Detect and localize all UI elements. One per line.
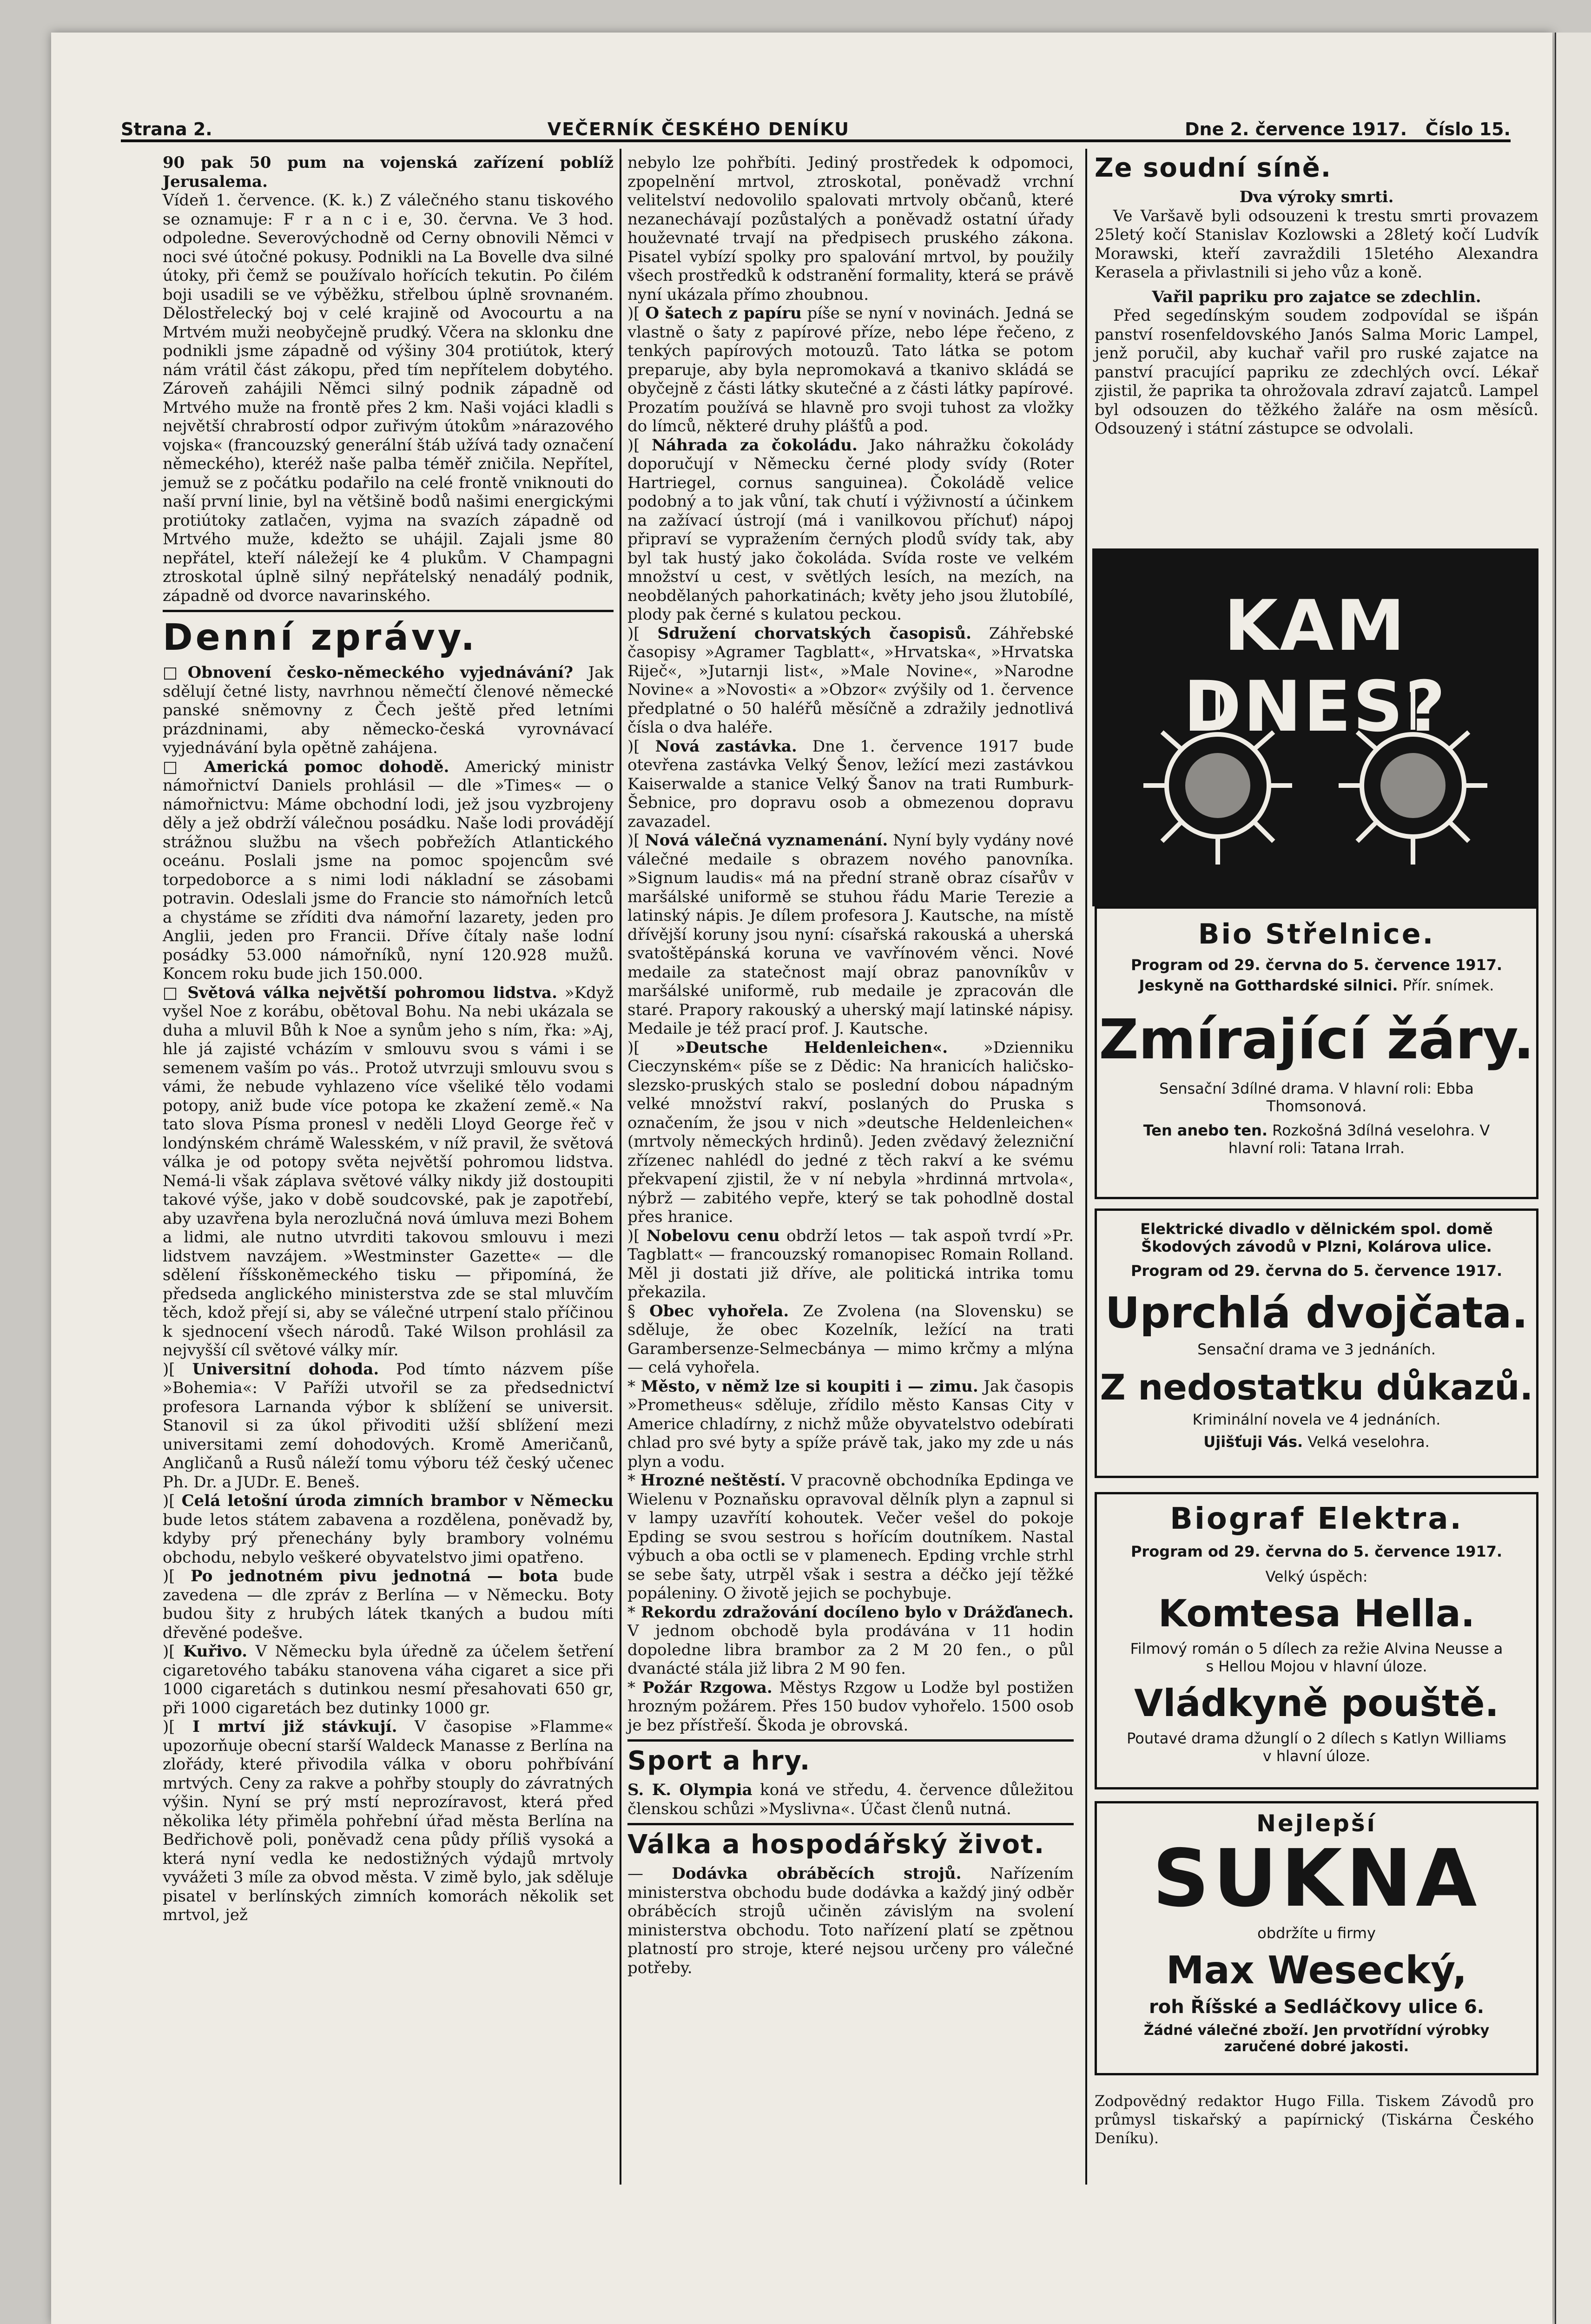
article-text: Ze Zvolena (na Slovensku) se sděluje, že obec Kozelník, ležící na trati Garambersenze-Selmecbánya — mimo krčmy a mlýna — celá vyhořela. — [627, 1301, 1074, 1377]
kam-dnes-title: KAM DNES? — [1183, 586, 1447, 747]
article-nobelovu: )[ Nobelovu cenu obdrží letos — tak aspoň tvrdí »Pr. Tagblatt« — francouzský romanopisec Romain Rolland. Měl ji dostati již dříve, ale politická intrika tomu překazila. — [627, 1226, 1074, 1301]
article-heading: Vařil papriku pro zajatce se zdechlin. — [1152, 287, 1481, 306]
article-text: koná ve středu, 4. července důležitou členskou schůzi »Myslivna«. Účast členů nutná. — [627, 1781, 1074, 1818]
article-continued: nebylo lze pohřbíti. Jediný prostředek k odpomoci, zpopelnění mrtvol, ztroskotal, poněvadž vrchní velitelství nedovolilo spalovati mrtvoly občanů, které nezanechávají pozůstalých a poněvadž ostatní úřady houževnaté trvají na předpisech pruského zákona. Pisatel vybízí spolky pro spalování mrtvol, by použily všech prostředků k odstranění formality, která se právě nyní ukázala přímo zhoubnou. — [627, 153, 1074, 304]
ad-text: Rozkošná 3dílná veselohra. V hlavní roli: Tatana Irrah. — [1228, 1122, 1490, 1157]
article-sdruzeni: )[ Sdružení chorvatských časopisů. Záhřebské časopisy »Agramer Tagblatt«, »Hrvatska«, »Hrvatska Riječ«, »Jutarnji list«, »Male Novine«, »Narodne Novine« a »Novosti« a »Obzor« zvýšily od 1. července předplatné o 50 haléřů měsíčně a zdražily jednotlivá čísla o dva haléře. — [627, 624, 1074, 737]
article-heading: I mrtví již stávkují. — [192, 1717, 397, 1736]
article-heading: Nová zastávka. — [655, 737, 797, 756]
ad-address: roh Říšské a Sedláčkovy ulice 6. — [1149, 1996, 1484, 2018]
article-kurivo: )[ Kuřivo. V Německu byla úředně za účelem šetření cigaretového tabáku stanovena váha cigaret a sice při 1000 cigaretách s dutinkou nesmí přesahovati 650 gr, při 1000 cigaretách bez dutinky 1000 gr. — [163, 1642, 614, 1717]
war-report-intro: 90 pak 50 pum na vojenská zařízení poblíž Jerusalema. — [163, 153, 614, 191]
article-heading: Dva výroky smrti. — [1239, 188, 1394, 206]
column-3 — [1095, 153, 1538, 438]
article-text: Pod tímto názvem píše »Bohemia«: V Paříži utvořil se za předsednictví profesora Larnanda výbor k sblížení se universit. Stanovil si za úkol přivoditi užší sblížení mezi universitami zemí dohodových. Kromě Američanů, Angličanů a Rusů náleží tomu výboru též český učenec Ph. Dr. a JUDr. E. Beneš. — [163, 1360, 614, 1492]
article-americka: □ Americká pomoc dohodě. Americký ministr námořnictví Daniels prohlásil — dle »Times« — o námořnictvu: Máme obchodní lodi, jež jsou vyzbrojeny děly a jež obdrží válečnou posádku. Naše lodi provádějí strážnou službu na všech pobřežích Atlantického oceánu. Poslali jsme na pomoc spojencům své torpedoborce a s nimi lodi nákladní se zásobami potravin. Odeslali jsme do Francie sto námořních letců a chystáme se zříditi dva námořní lazarety, jeden pro Anglii, jeden pro Francii. Dříve čítaly naše lodní posádky 53.000 námořníků, nyní 120.928 mužů. Koncem roku bude jich 150.000. — [163, 757, 614, 983]
article-heading: Požár Rzgowa. — [642, 1678, 772, 1697]
article-universitni: )[ Universitní dohoda. Pod tímto názvem píše »Bohemia«: V Paříži utvořil se za předsednictví profesora Larnanda výbor k sblížení se universit. Stanovil si za úkol přivoditi užší sblížení mezi universitami zemí dohodových. Kromě Američanů, Angličanů a Rusů náleží tomu výboru též český učenec Ph. Dr. a JUDr. E. Beneš. — [163, 1360, 614, 1492]
article-obec: § Obec vyhořela. Ze Zvolena (na Slovensku) se sděluje, že obec Kozelník, ležící na trati Garambersenze-Selmecbánya — mimo krčmy a mlýna — celá vyhořela. — [627, 1301, 1074, 1377]
ad-film-title: Z nedostatku důkazů. — [1100, 1367, 1533, 1408]
article-dva-vyroky: Ve Varšavě byli odsouzeni k trestu smrti provazem 25letý kočí Stanislav Kozlowski a 28letý kočí Ludvík Morawski, kteří zavraždili 15letého Alexandra Kerasela a přivlastnili si jeho vůz a koně. — [1095, 206, 1538, 282]
article-heading: Město, v němž lze si koupiti i — zimu. — [640, 1377, 978, 1396]
court-heading: Ze soudní síně. — [1095, 153, 1332, 183]
article-cela: )[ Celá letošní úroda zimních brambor v Německu bude letos státem zabavena a rozdělena, poněvadž by, kdyby prý přenechány byly brambory volnému obchodu, nebylo veškeré obyvatelstvo jimi opatřeno. — [163, 1492, 614, 1567]
article-heading: Rekordu zdražování docíleno bylo v Drážďanech. — [640, 1603, 1074, 1622]
article-heading: Celá letošní úroda zimních brambor v Německu — [181, 1492, 614, 1510]
article-po: )[ Po jednotném pivu jednotná — bota bude zavedena — dle zpráv z Berlína — v Německu. Boty budou šity z hrubých látek tkaných a budou míti dřevěné podešve. — [163, 1567, 614, 1642]
article-text: Městys Rzgow u Lodže byl postižen hrozným požárem. Přes 150 budov vyhořelo. 1500 osob je bez přístřeší. Škoda je obrovská. — [627, 1678, 1074, 1735]
ad-film-title: Uprchlá dvojčata. — [1105, 1288, 1528, 1338]
article-text: bude zavedena — dle zpráv z Berlína — v Německu. Boty budou šity z hrubých látek tkaných a budou míti dřevěné podešve. — [163, 1567, 614, 1642]
article-heading: Dodávka obráběcích strojů. — [672, 1864, 962, 1883]
ad-program: Program od 29. června do 5. července 1917. — [1130, 956, 1503, 974]
newspaper-title: VEČERNÍK ČESKÉHO DENÍKU — [547, 119, 850, 139]
article-heading: Americká pomoc dohodě. — [204, 757, 449, 776]
column-rule-2 — [1085, 149, 1087, 2185]
article-text: Americký ministr námořnictví Daniels prohlásil — dle »Times« — o námořnictvu: Máme obchodní lodi, jež jsou vyzbrojeny děly a jež obdrží válečnou posádku. Naše lodi provádějí strážnou službu na všech pobřežích Atlantického oceánu. Poslali jsme na pomoc spojencům své torpedoborce a s nimi lodi nákladní se zásobami potravin. Odeslali jsme do Francie sto námořních letců a chystáme se zříditi dva námořní lazarety, jeden pro Anglii, jeden pro Francii. Dříve čítaly naše lodní posádky 53.000 námořníků, nyní 120.928 mužů. Koncem roku bude jich 150.000. — [163, 757, 614, 983]
sport-heading: Sport a hry. — [627, 1746, 811, 1776]
ad-line: Velký úspěch: — [1265, 1568, 1368, 1585]
article-text: Jak sdělují četné listy, navrhnou němečtí členové německé panské sněmovny z Čech ještě před letními prázdninami, aby německo-česká vyrovnávací vyjednávání byla opětně zahájena. — [163, 663, 614, 757]
ad-name: Elektrické divadlo v dělnickém spol. domě Škodových závodů v Plzni, Kolárova ulice. — [1140, 1220, 1493, 1255]
article-heading: Obnovení česko-německého vyjednávání? — [187, 663, 574, 682]
article-deutsche: )[ »Deutsche Heldenleichen«. »Dzienniku Cieczynském« píše se z Dědic: Na hranicích haličsko-slezsko-pruských stalo se poslední dobou nápadným velké množství rakví, poslaných do Pruska s označením, že jsou v nich »deutsche Heldenleichen« (mrtvoly německých hrdinů). Jeden zvědavý železniční zřízenec nahlédl do jedné z těch rakví a ke svému překvapení zjistil, že v ní nebyla »hrdinná mrtvola«, nýbrž — zabitého vepře, který se tak pohodlně dostal přes hranice. — [627, 1038, 1074, 1226]
war-report-vienna: Vídeň 1. července. (K. k.) Z válečného stanu tiskového se oznamuje: F r a n c i e, 30. června. Ve 3 hod. odpoledne. Severovýchodně od Cerny obnovili Němci v noci své útočné pokusy. Podnikli na La Bovelle dva silné útoky, při čemž se používalo hořících tekutin. Po čilém boji usadili se ve výběžku, střelbou úplně srovnaném. Dělostřelecký boj v celé krajině od Avocourtu a na Mrtvém muži neobyčejně prudký. Včera na sklonku dne podnikli jsme západně od výšiny 304 protiútok, který nám vrátil část zákopu, před tím nepřítelem dobytého. Zároveň zahájili Němci silný podnik západně od Mrtvého muže na frontě přes 2 km. Naši vojáci kladli s největší chrabrostí odpor zuřivým útokům »nárazového vojska« (francouzský generální štáb užívá tady označení německého), kteréž naše palba téměř zničila. Nepřítel, jemuž se z počátku podařilo na celé frontě vniknouti do naší první linie, byl na většině bodů našimi energickými protiútoky zatlačen, vyjma na svazích západně od Mrtvého muže, kdežto se uhájil. Zajali jsme 80 nepřátel, kteří náležejí ke 4 plukům. V Champagni ztroskotal úplně silný nepřátelský nenadálý podnik, západně od dvorce navarinského. — [163, 191, 614, 605]
column-2 — [627, 153, 1074, 1977]
ad-name: Bio Střelnice. — [1198, 918, 1435, 951]
article-heading: Nobelovu cenu — [647, 1226, 780, 1245]
article-mrtvi: )[ I mrtví již stávkují. V časopise »Flamme« upozorňuje obecní starší Waldeck Manasse z Berlína na zlořády, které přivodila válka v oboru pohřbívání mrtvých. Ceny za rakve a pohřby stouply do závratných výšin. Nyní se prý mstí neprozíravost, která před několika léty přiměla pohřební úřad města Berlína na Bedřichově poli, poněvadž cena půdy příliš vysoká a která nyní vedla ke nedostižných výdajů mrtvoly vyvážeti 3 míle za obvod města. V zimě bylo, jak sděluje pisatel v berlínských zimních komorách několik set mrtvol, jež — [163, 1717, 614, 1924]
ad-description: Sensační drama ve 3 jednáních. — [1197, 1340, 1436, 1358]
ad-line: obdržíte u firmy — [1257, 1924, 1376, 1942]
article-text: Nyní byly vydány nové válečné medaile s obrazem nového panovníka. »Signum laudis« má na přední straně obraz císařův v maršálské uniformě se stuhou řádu Marie Terezie a latinský nápis. Je dílem profesora J. Kautsche, na místě dřívější koruny jsou nyní: císařská rakouská a uherská svatoštěpánská koruna ve vavřínovém věnci. Nové medaile za statečnost mají obraz panovníkův v maršálské uniformě, rub medaile je zpracován dle staré. Prapory rakouský a uherský mají latinské nápisy. Medaile je též prací prof. J. Kautsche. — [627, 831, 1074, 1038]
article-text: Záhřebské časopisy »Agramer Tagblatt«, »Hrvatska«, »Hrvatska Riječ«, »Jutarnji list«, »Male Novine«, »Narodne Novine« a »Novosti« a »Obzor« zvýšily od 1. července předplatné o 50 haléřů měsíčně a zdražily jednotlivá čísla o dva haléře. — [627, 624, 1074, 737]
ad-biograf-elektra — [1095, 1492, 1538, 1789]
article-hrozne: * Hrozné neštěstí. V pracovně obchodníka Epdinga ve Wielenu v Poznaňsku opravoval dělník plyn a zapnul si v lampy uzavřítí kohoutek. Večer vešel do pokoje Epding se svou sestrou s hořícím doutníkem. Nastal výbuch a oba octli se v plamenech. Epding vrchle strhl se sebe šaty, utrpěl však i sestra a déčko její těžké popáleniny. O životě jejich se pochybuje. — [627, 1471, 1074, 1603]
kam-dnes-banner — [1092, 548, 1538, 906]
article-rekordu: * Rekordu zdražování docíleno bylo v Drážďanech. V jednom obchodě byla prodávána v 11 hodin dopoledne libra brambor za 2 M 20 fen., o půl dvanácté stála již libra 2 M 90 fen. — [627, 1603, 1074, 1678]
lamp-illustration — [1092, 688, 1538, 902]
ad-top: Nejlepší — [1256, 1810, 1377, 1837]
ad-sukna — [1095, 1801, 1538, 2075]
ad-line — [1097, 1433, 1536, 1451]
ad-elektricke-divadlo — [1095, 1208, 1538, 1478]
article-heading: Obec vyhořela. — [649, 1301, 789, 1320]
article-satech: )[ O šatech z papíru píše se nyní v novinách. Jedná se vlastně o šaty z papírové příze, nebo lépe řečeno, z tenkých papírových motouzů. Tato látka se potom preparuje, aby byla nepromokavá a tkanivo skládá se obyčejně z části látky skutečné a z části látky papírové. Prozatím používá se hlavně pro svoji tuhost za vložky do límců, některé druhy plášťů a pod. — [627, 304, 1074, 436]
article-dodavka: — Dodávka obráběcích strojů. Nařízením ministerstva obchodu bude dodávka a každý jiný odběr obráběcích strojů učiněn závislým na svolení ministerstva obchodu. Toto nařízení platí se zpětnou platností pro stroje, které nejsou určeny pro válečné potřeby. — [627, 1864, 1074, 1977]
ad-description: Kriminální novela ve 4 jednáních. — [1192, 1411, 1441, 1428]
column-1 — [163, 153, 614, 1925]
article-text: obdrží letos — tak aspoň tvrdí »Pr. Tagblatt« — francouzský romanopisec Romain Rolland. Měl ji dostati již dříve, ale politická intrika tomu překazila. — [627, 1226, 1074, 1301]
ad-description: Filmový román o 5 dílech za režie Alvina Neusse a s Hellou Mojou v hlavní úloze. — [1130, 1640, 1503, 1675]
article-text: »Dzienniku Cieczynském« píše se z Dědic: Na hranicích haličsko-slezsko-pruských stalo se poslední dobou nápadným velké množství rakví, poslaných do Pruska s označením, že jsou v nich »deutsche Heldenleichen« (mrtvoly německých hrdinů). Jeden zvědavý železniční zřízenec nahlédl do jedné z těch rakví a ke svému překvapení zjistil, že v ní nebyla »hrdinná mrtvola«, nýbrž — zabitého vepře, který se tak pohodlně dostal přes hranice. — [627, 1038, 1074, 1226]
ad-description: Sensační 3dílné drama. V hlavní roli: Ebba Thomsonová. — [1159, 1080, 1474, 1115]
section-divider — [627, 1739, 1074, 1742]
article-heading: Sdružení chorvatských časopisů. — [657, 624, 972, 643]
ad-program: Program od 29. června do 5. července 1917. — [1130, 1262, 1503, 1280]
ad-film-title: Vládkyně pouště. — [1134, 1682, 1499, 1725]
article-nova-zastavka: )[ Nová zastávka. Dne 1. července 1917 bude otevřena zastávka Velký Šenov, ležící mezi zastávkou Kaiserwalde a stanice Velký Šanov na trati Rumburk-Šebnice, pro dopravu osob a obmezenou dopravu zavazadel. — [627, 737, 1074, 831]
column-rule-1 — [620, 149, 621, 2185]
article-heading: Po jednotném pivu jednotná — bota — [191, 1567, 558, 1585]
page-number: Strana 2. — [121, 119, 212, 139]
section-divider — [163, 610, 614, 612]
issue-date: Dne 2. července 1917. — [1185, 119, 1407, 139]
ad-line — [1125, 1122, 1508, 1157]
ad-sukna-title: SUKNA — [1152, 1833, 1481, 1925]
article-obnoveni: □Obnovení česko-německého vyjednávání? Jak sdělují četné listy, navrhnou němečtí členové německé panské sněmovny z Čech ještě před letními prázdninami, aby německo-česká vyrovnávací vyjednávání byla opětně zahájena. — [163, 663, 614, 757]
ad-text: Přír. snímek. — [1402, 977, 1494, 994]
section-divider — [627, 1823, 1074, 1825]
article-heading: Nová válečná vyznamenání. — [645, 831, 888, 850]
article-text: »Když vyšel Noe z korábu, obětoval Bohu. Na nebi ukázala se duha a mluvil Bůh k Noe a synům jeho s ním, řka: »Aj, hle já zajisté vcházím v smlouvu svou s vámi i se semenem vaším po vás.. Protož utvrzuji smlouvu svou s vámi, že nebude vyhlazeno více všeliké tělo vodami potopy, aniž bude více potopa ke zkažení země.« Na tato slova Písma pronesl v neděli Lloyd George řeč v londýnském chrámě Walesském, v níž pravil, že světová válka je od potopy světa největší pohromou lidstva. Nemá-li však záplava světové války nikdy již dostoupiti takové výše, jako v době soudcovské, pak je zapotřebí, aby uzavřena byla nerozlučná nová úmluva mezi Bohem a lidmi, ale nutno utvrditi takovou smlouvu i mezi lidstvem navzájem. »Westminster Gazette« — dle sdělení říšskoněmeckého tisku — připomíná, že předseda anglického ministerstva zde se stal mluvčím těch, kdož přejí si, aby se válečné utrpení stalo příčinou k sjednocení všech národů. Také Wilson prohlásil za nejvyšší cíl světové války mír. — [163, 983, 614, 1360]
article-nahrada: )[ Náhrada za čokoládu. Jako náhražku čokolády doporučují v Německu černé plody svídy (Roter Hartriegel, cornus sanguinea). Čokoládě velice podobný a to jak vůní, tak chutí i výživností a účinkem na zažívací ústrojí (má i vanilkovou příchuť) nápoj připraví se vypražením černých plodů svídy tak, aby byl tak hustý jako čokoláda. Svída roste ve velkém množství u cest, v světlých lesích, na mezích, na neobdělaných pahorkatinách; květy jeho jsou žlutobílé, plody pak černé s kulatou peckou. — [627, 436, 1074, 624]
ad-text: Velká veselohra. — [1307, 1433, 1430, 1451]
article-heading: S. K. Olympia — [627, 1781, 753, 1799]
article-text: Dne 1. července 1917 bude otevřena zastávka Velký Šenov, ležící mezi zastávkou Kaiserwalde a stanice Velký Šanov na trati Rumburk-Šebnice, pro dopravu osob a obmezenou dopravu zavazadel. — [627, 737, 1074, 831]
article-text: Nařízením ministerstva obchodu bude dodávka a každý jiný odběr obráběcích strojů učiněn závislým na svolení ministerstva obchodu. Toto nařízení platí se zpětnou platností pro stroje, které nejsou určeny pro válečné potřeby. — [627, 1864, 1074, 1977]
article-text: V časopise »Flamme« upozorňuje obecní starší Waldeck Manasse z Berlína na zlořády, které přivodila válka v oboru pohřbívání mrtvých. Ceny za rakve a pohřby stouply do závratných výšin. Nyní se prý mstí neprozíravost, která před několika léty přiměla pohřební úřad města Berlína na Bedřichově poli, poněvadž cena půdy příliš vysoká a která nyní vedla ke nedostižných výdajů mrtvoly vyvážeti 3 míle za obvod města. V zimě bylo, jak sděluje pisatel v berlínských zimních komorách několik set mrtvol, jež — [163, 1717, 614, 1924]
article-text: V Německu byla úředně za účelem šetření cigaretového tabáku stanovena váha cigaret a sice při 1000 cigaretách s dutinkou nesmí přesahovati 650 gr, při 1000 cigaretách bez dutinky 1000 gr. — [163, 1642, 614, 1717]
article-text: Jako náhražku čokolády doporučují v Německu černé plody svídy (Roter Hartriegel, cornus sanguinea). Čokoládě velice podobný a to jak vůní, tak chutí i výživností a účinkem na zažívací ústrojí (má i vanilkovou příchuť) nápoj připraví se vypražením černých plodů svídy tak, aby byl tak hustý jako čokoláda. Svída roste ve velkém množství u cest, v světlých lesích, na mezích, na neobdělaných pahorkatinách; květy jeho jsou žlutobílé, plody pak černé s kulatou peckou. — [627, 436, 1074, 624]
article-heading: Universitní dohoda. — [192, 1360, 379, 1379]
header-right — [1185, 119, 1511, 139]
article-heading: Hrozné neštěstí. — [640, 1471, 786, 1490]
ad-program: Program od 29. června do 5. července 1917. — [1130, 1543, 1503, 1560]
article-text: bude letos státem zabavena a rozdělena, poněvadž by, kdyby prý přenechány byly brambory volnému obchodu, nebylo veškeré obyvatelstvo jimi opatřeno. — [163, 1510, 614, 1567]
article-svetova: □ Světová válka největší pohromou lidstva. »Když vyšel Noe z korábu, obětoval Bohu. Na nebi ukázala se duha a mluvil Bůh k Noe a synům jeho s ním, řka: »Aj, hle já zajisté vcházím v smlouvu svou s vámi i se semenem vaším po vás.. Protož utvrzuji smlouvu svou s vámi, že nebude vyhlazeno více všeliké tělo vodami potopy, aniž bude více potopa ke zkažení země.« Na tato slova Písma pronesl v neděli Lloyd George řeč v londýnském chrámě Walesském, v níž pravil, že světová válka je od potopy světa největší pohromou lidstva. Nemá-li však záplava světové války nikdy již dostoupiti takové výše, jako v době soudcovské, pak je zapotřebí, aby uzavřena byla nerozlučná nová úmluva mezi Bohem a lidmi, ale nutno utvrditi takovou smlouvu i mezi lidstvem navzájem. »Westminster Gazette« — dle sdělení říšskoněmeckého tisku — připomíná, že předseda anglického ministerstva zde se stal mluvčím těch, kdož přejí si, aby se válečné utrpení stalo příčinou k sjednocení všech národů. Také Wilson prohlásil za nejvyšší cíl světové války mír. — [163, 983, 614, 1360]
ad-line — [1097, 977, 1536, 994]
ad-description: Poutavé drama džunglí o 2 dílech s Katlyn Williams v hlavní úloze. — [1127, 1730, 1506, 1765]
issue-number: Číslo 15. — [1425, 119, 1511, 139]
article-text: V jednom obchodě byla prodávána v 11 hodin dopoledne libra brambor za 2 M 20 fen., o půl dvanácté stála již libra 2 M 90 fen. — [627, 1622, 1074, 1678]
ad-bio-strelnice — [1095, 906, 1538, 1199]
article-text: píše se nyní v novinách. Jedná se vlastně o šaty z papírové příze, nebo lépe řečeno, z tenkých papírových motouzů. Tato látka se potom preparuje, aby byla nepromokavá a tkanivo skládá se obyčejně z části látky skutečné a z části látky papírové. Prozatím používá se hlavně pro svoji tuhost za vložky do límců, některé druhy plášťů a pod. — [627, 304, 1074, 436]
article-text: Jak časopis »Prometheus« sděluje, zřídilo město Kansas City v Americe chladírny, z nichž může obyvatelstvo odebírati chlad pro své byty a spíže právě tak, jako my zde u nás plyn a vodu. — [627, 1377, 1074, 1471]
ad-film-title: Komtesa Hella. — [1158, 1592, 1475, 1635]
article-mesto: * Město, v němž lze si koupiti i — zimu. Jak časopis »Prometheus« sděluje, zřídilo město Kansas City v Americe chladírny, z nichž může obyvatelstvo odebírati chlad pro své byty a spíže právě tak, jako my zde u nás plyn a vodu. — [627, 1377, 1074, 1471]
ad-text: Jeskyně na Gotthardské silnici. — [1139, 977, 1398, 994]
adjacent-page-edge — [1555, 33, 1591, 2324]
ad-film-title: Zmírající žáry. — [1099, 1007, 1534, 1071]
economy-heading: Válka a hospodářský život. — [627, 1829, 1045, 1860]
ad-text: Ujišťuji Vás. — [1203, 1433, 1303, 1451]
daily-news-heading: Denní zprávy. — [163, 617, 478, 659]
imprint — [1095, 2092, 1534, 2147]
ad-name: Biograf Elektra. — [1170, 1502, 1463, 1536]
article-sk-olympia — [627, 1781, 1074, 1818]
ad-text: Ten anebo ten. — [1143, 1122, 1268, 1139]
article-heading: Náhrada za čokoládu. — [652, 436, 858, 455]
article-heading: Kuřivo. — [183, 1642, 248, 1661]
ad-note: Žádné válečné zboží. Jen prvotřídní výrobky zaručené dobré jakosti. — [1143, 2022, 1490, 2055]
article-pozar: * Požár Rzgowa. Městys Rzgow u Lodže byl postižen hrozným požárem. Přes 150 budov vyhořelo. 1500 osob je bez přístřeší. Škoda je obrovská. — [627, 1678, 1074, 1735]
article-heading: »Deutsche Heldenleichen«. — [675, 1038, 948, 1057]
page-header — [121, 112, 1511, 142]
article-vyznamenani: )[ Nová válečná vyznamenání. Nyní byly vydány nové válečné medaile s obrazem nového panovníka. »Signum laudis« má na přední straně obraz císařův v maršálské uniformě se stuhou řádu Marie Terezie a latinský nápis. Je dílem profesora J. Kautsche, na místě dřívější koruny jsou nyní: císařská rakouská a uherská svatoštěpánská koruna ve vavřínovém věnci. Nové medaile za statečnost mají obraz panovníkův v maršálské uniformě, rub medaile je zpracován dle staré. Prapory rakouský a uherský mají latinské nápisy. Medaile je též prací prof. J. Kautsche. — [627, 831, 1074, 1038]
article-heading: Světová válka největší pohromou lidstva. — [187, 983, 557, 1002]
ad-firm: Max Wesecký, — [1166, 1948, 1467, 1993]
article-text: V pracovně obchodníka Epdinga ve Wielenu v Poznaňsku opravoval dělník plyn a zapnul si v lampy uzavřítí kohoutek. Večer vešel do pokoje Epding se svou sestrou s hořícím doutníkem. Nastal výbuch a oba octli se v plamenech. Epding vrchle strhl se sebe šaty, utrpěl však i sestra a déčko její těžké popáleniny. O životě jejich se pochybuje. — [627, 1471, 1074, 1603]
article-varil: Před segedínským soudem zodpovídal se išpán panství rosenfeldovského Janós Salma Moric Lampel, jenž poručil, aby kuchař vařil pro ruské zajatce na panství pracující papriku ze zdechlých ovcí. Lékař zjistil, že paprika ta ohrožovala zdraví zajatců. Lampel byl odsouzen do těžkého žaláře na osm měsíců. Odsouzený i státní zástupce se odvolali. — [1095, 306, 1538, 438]
article-heading: O šatech z papíru — [645, 304, 802, 323]
imprint-text: Zodpovědný redaktor Hugo Filla. Tiskem Závodů pro průmysl tiskařský a papírnický (Tiskárna Českého Deníku). — [1095, 2092, 1534, 2147]
